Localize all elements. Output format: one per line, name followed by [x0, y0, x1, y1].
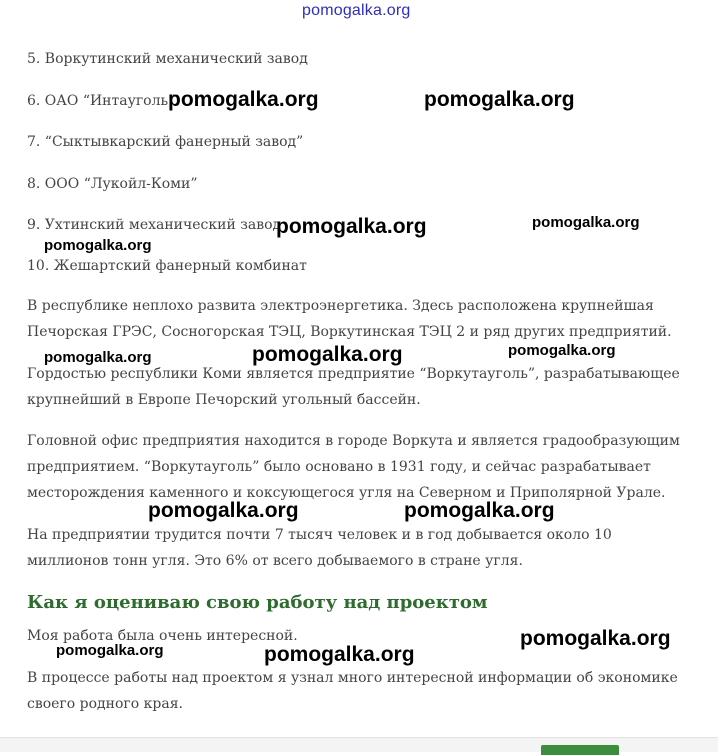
watermark: pomogalka.org — [168, 88, 319, 111]
watermark: pomogalka.org — [532, 214, 640, 231]
watermark: pomogalka.org — [404, 499, 555, 522]
watermark: pomogalka.org — [276, 215, 427, 238]
paragraph-vorkutaugol-pride: Гордостью республики Коми является предприятие “Воркутауголь”, разрабатывающее крупнейший в Европе Печорский угольный бассейн. — [27, 366, 680, 408]
paragraph-learned: В процессе работы над проектом я узнал много интересной информации об экономике своего родного края. — [27, 670, 678, 712]
watermark: pomogalka.org — [148, 499, 299, 522]
paragraph-interesting: Моя работа была очень интересной. — [27, 628, 298, 644]
paragraph-head-office: Головной офис предприятия находится в городе Воркута и является градообразующим предприятием. “Воркутауголь” было основано в 1931 году, и сейчас разрабатывает месторождения каменного и коксующегося угля на Северном и Приполярной Урале. — [27, 433, 680, 501]
watermark: pomogalka.org — [520, 627, 671, 650]
bottom-cookie-bar — [0, 737, 718, 752]
watermark: pomogalka.org — [44, 349, 152, 366]
watermark: pomogalka.org — [424, 88, 575, 111]
list-item-8: 8. ООО “Лукойл-Коми” — [27, 176, 198, 192]
list-item-5: 5. Воркутинский механический завод — [27, 51, 308, 67]
paragraph-workers: На предприятии трудится почти 7 тысяч человек и в год добывается около 10 миллионов тонн угля. Это 6% от всего добываемого в стране угля. — [27, 527, 612, 569]
paragraph-energy: В республике неплохо развита электроэнергетика. Здесь расположена крупнейшая Печорская ГРЭС, Сосногорская ТЭЦ, Воркутинская ТЭЦ 2 и ряд других предприятий. — [27, 298, 672, 340]
list-item-9: 9. Ухтинский механический завод — [27, 217, 282, 233]
list-item-10: 10. Жешартский фанерный комбинат — [27, 258, 307, 274]
list-item-7: 7. “Сыктывкарский фанерный завод” — [27, 134, 304, 150]
list-item-6: 6. ОАО “Интауголь” — [27, 93, 176, 109]
watermark: pomogalka.org — [264, 643, 415, 666]
accept-button[interactable] — [541, 745, 619, 755]
watermark: pomogalka.org — [508, 342, 616, 359]
section-heading: Как я оцениваю свою работу над проектом — [27, 592, 488, 613]
watermark: pomogalka.org — [44, 237, 152, 254]
watermark: pomogalka.org — [56, 642, 164, 659]
top-watermark-link[interactable]: pomogalka.org — [302, 2, 411, 19]
watermark: pomogalka.org — [252, 343, 403, 366]
